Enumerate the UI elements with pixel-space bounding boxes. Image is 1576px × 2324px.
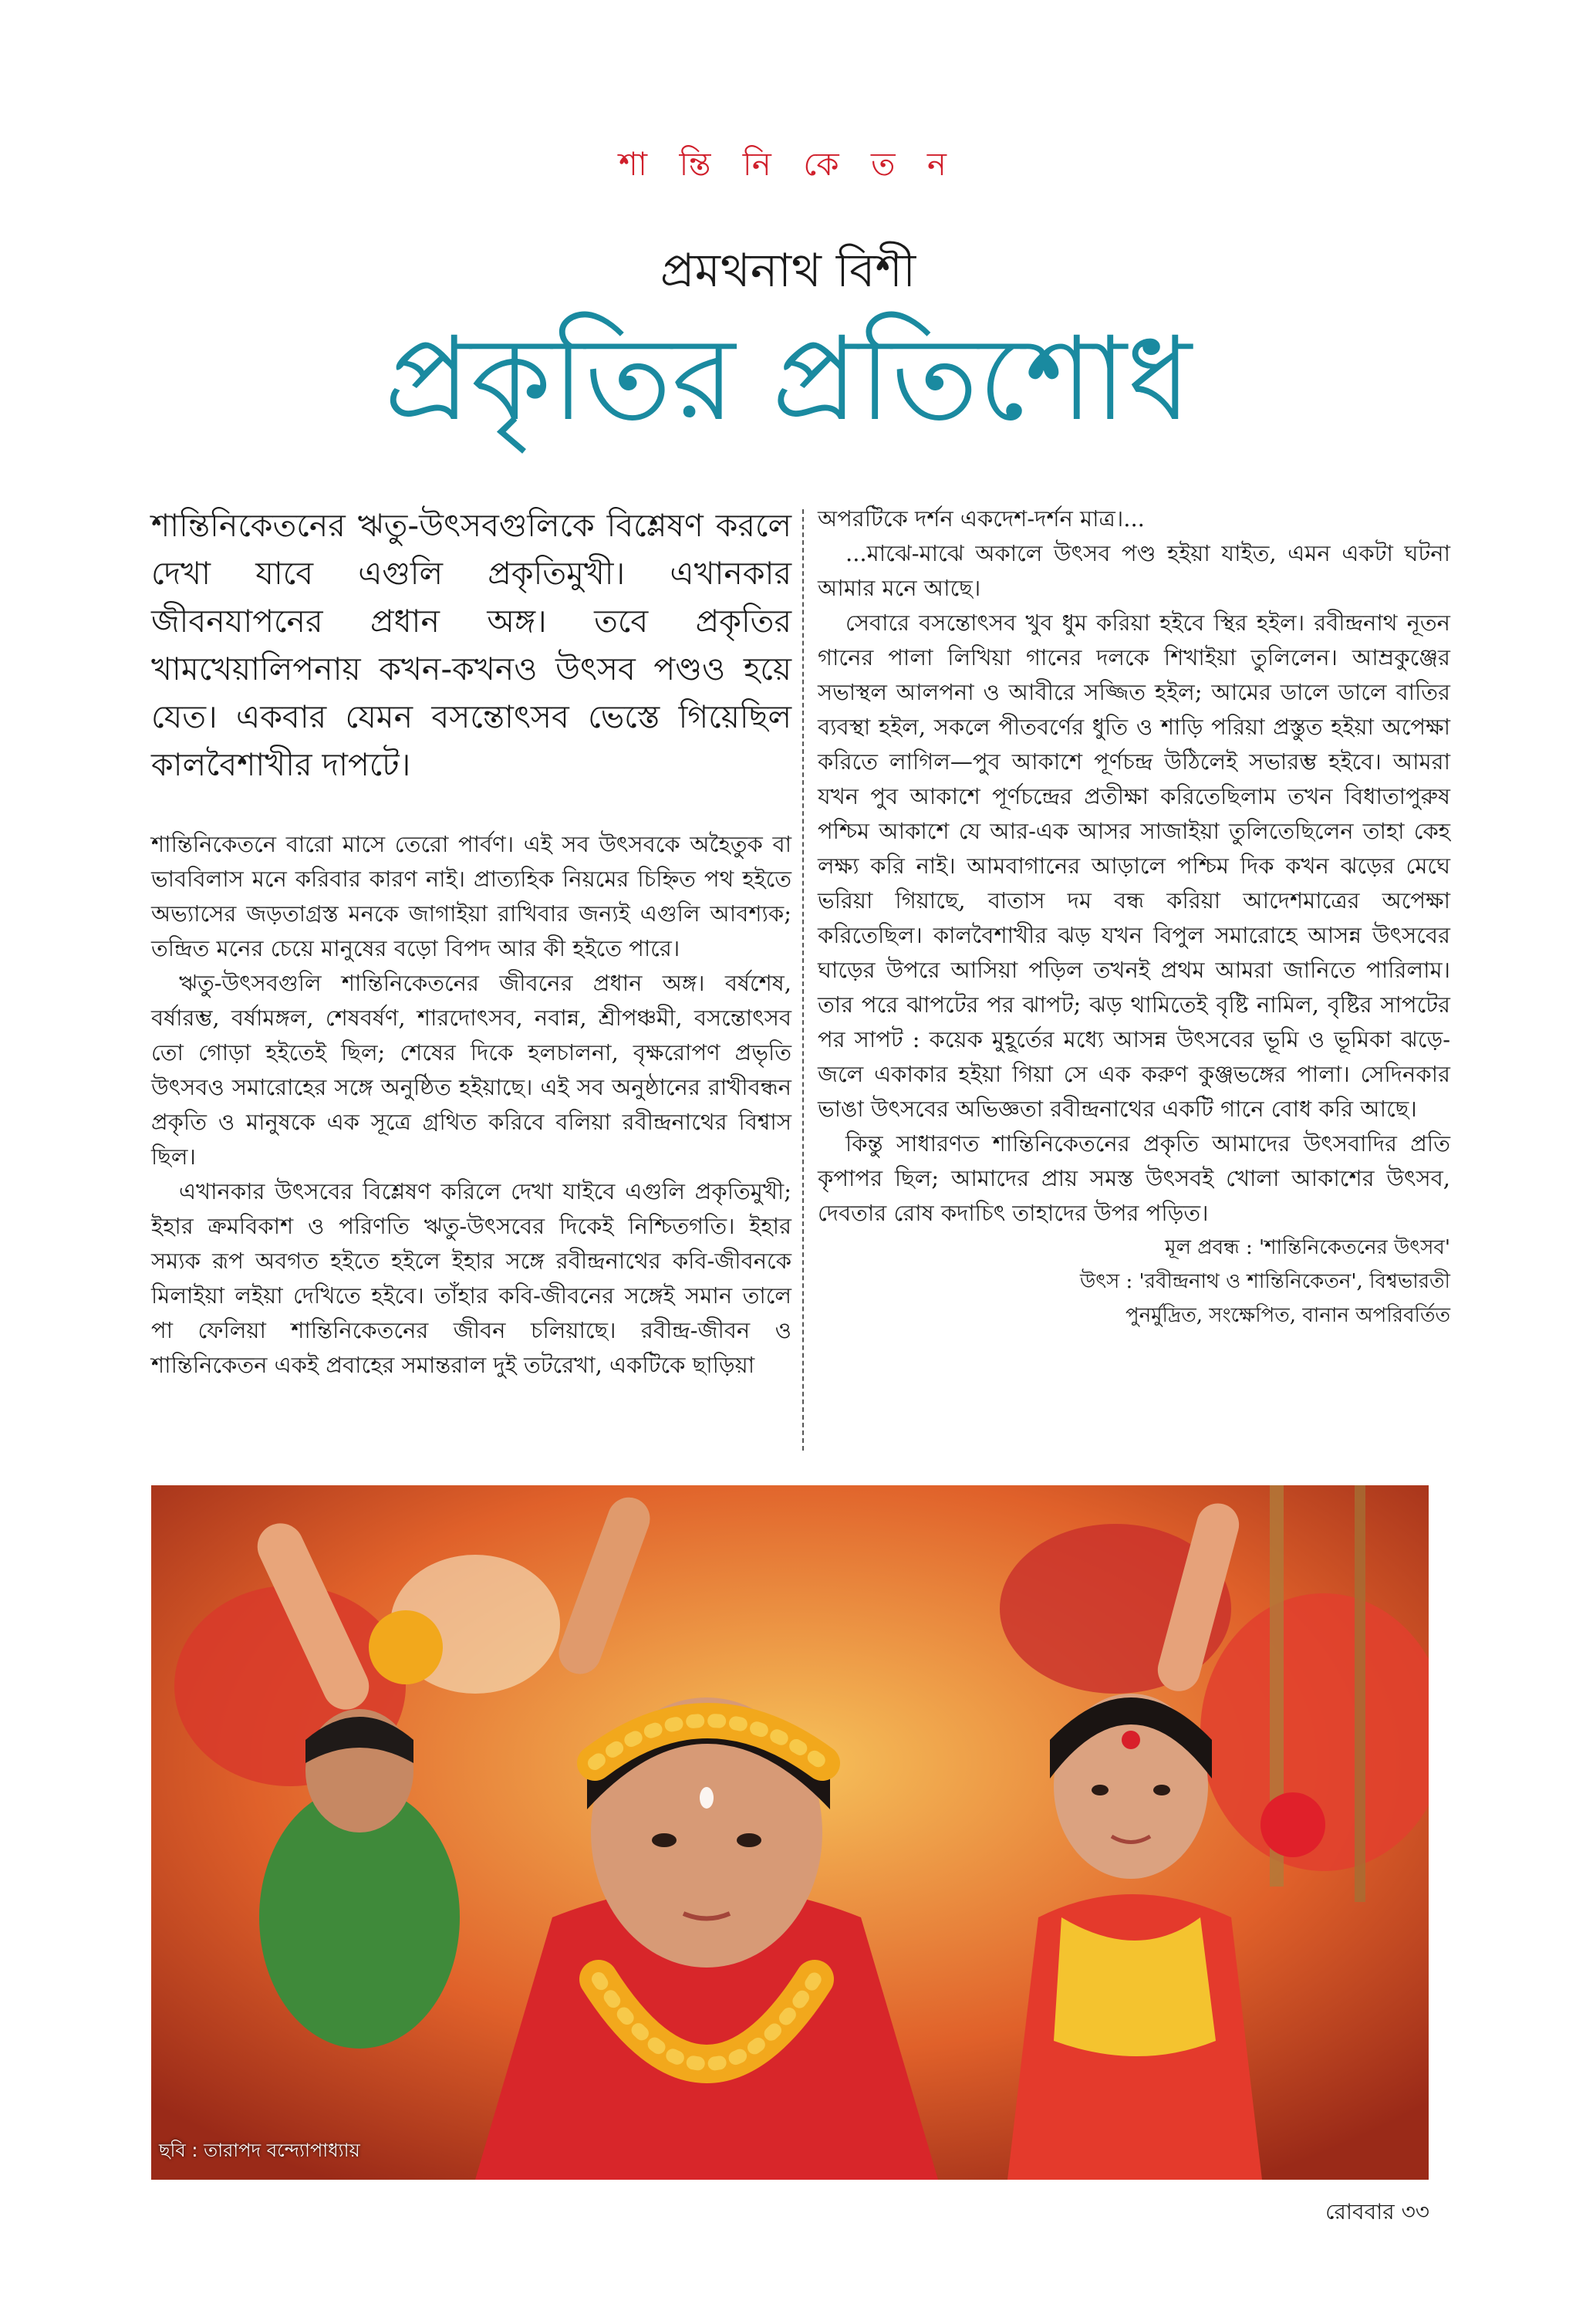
reprint-note: পুনর্মুদ্রিত, সংক্ষেপিত, বানান অপরিবর্তিত [1125, 1304, 1450, 1327]
right-column [818, 502, 1450, 1333]
page-footer: রোববার ৩৩ [1325, 2199, 1429, 2224]
body-paragraph: সেবারে বসন্তোৎসব খুব ধুম করিয়া হইবে স্থির হইল। রবীন্দ্রনাথ নূতন গানের পালা লিখিয়া গানের দলকে শিখাইয়া তুলিলেন। আম্রকুঞ্জের সভাস্থল আলপনা ও আবীরে সজ্জিত হইল; আমের ডালে ডালে বাতির ব্যবস্থা হইল, সকলে পীতবর্ণের ধুতি ও শাড়ি পরিয়া প্রস্তুত হইয়া অপেক্ষা করিতে লাগিল—পুব আকাশে পূর্ণচন্দ্র উঠিলেই সভারম্ভ হইবে। আমরা যখন পুব আকাশে পূর্ণচন্দ্রের প্রতীক্ষা করিতেছিলাম তখন বিধাতাপুরুষ পশ্চিম আকাশে যে আর-এক আসর সাজাইয়া তুলিতেছিলেন তাহা কেহ লক্ষ্য করি নাই। আমবাগানের আড়ালে পশ্চিম দিক কখন ঝড়ের মেঘে ভরিয়া গিয়াছে, বাতাস দম বন্ধ করিয়া আদেশমাত্রের অপেক্ষা করিতেছিল। কালবৈশাখীর ঝড় যখন বিপুল সমারোহে আসন্ন উৎসবের ঘাড়ের উপরে আসিয়া পড়িল তখনই প্রথম আমরা জানিতে পারিলাম। তার পরে ঝাপটের পর ঝাপট; ঝড় থামিতেই বৃষ্টি নামিল, বৃষ্টির সাপটের পর সাপট : কয়েক মুহূর্তের মধ্যে আসন্ন উৎসবের ভূমি ও ভূমিকা ঝড়ে-জলে একাকার হইয়া গিয়া সে এক করুণ কুঞ্জভঙ্গের পালা। সেদিনকার ভাঙা উৎসবের অভিজ্ঞতা রবীন্দ্রনাথের একটি গানে বোধ করি আছে। [818, 610, 1450, 1122]
body-paragraph: শান্তিনিকেতনে বারো মাসে তেরো পার্বণ। এই সব উৎসবকে অহৈতুক বা ভাববিলাস মনে করিবার কারণ নাই। প্রাত্যহিক নিয়মের চিহ্নিত পথ হইতে অভ্যাসের জড়তাগ্রস্ত মনকে জাগাইয়া রাখিবার জন্যই এগুলি আবশ্যক; তন্দ্রিত মনের চেয়ে মানুষের বড়ো বিপদ আর কী হইতে পারে। [151, 831, 791, 961]
body-paragraph: কিন্তু সাধারণত শান্তিনিকেতনের প্রকৃতি আমাদের উৎসবাদির প্রতি কৃপাপর ছিল; আমাদের প্রায় সমস্ত উৎসবই খোলা আকাশের উৎসব, দেবতার রোষ কদাচিৎ তাহাদের উপর পড়িত। [818, 1130, 1450, 1226]
festival-photo [151, 1485, 1429, 2180]
left-column [151, 502, 791, 1383]
body-paragraph: এখানকার উৎসবের বিশ্লেষণ করিলে দেখা যাইবে এগুলি প্রকৃতিমুখী; ইহার ক্রমবিকাশ ও পরিণতি ঋতু-উৎসবের দিকেই নিশ্চিতগতি। ইহার সম্যক রূপ অবগত হইতে হইলে ইহার সঙ্গে রবীন্দ্রনাথের কবি-জীবনকে মিলাইয়া লইয়া দেখিতে হইবে। তাঁহার কবি-জীবনের সঙ্গেই সমান তালে পা ফেলিয়া শান্তিনিকেতনের জীবন চলিয়াছে। রবীন্দ্র-জীবন ও শান্তিনিকেতন একই প্রবাহের সমান্তরাল দুই তটরেখা, একটিকে ছাড়িয়া [151, 1178, 791, 1378]
photo-credit: ছবি : তারাপদ বন্দ্যোপাধ্যায় [159, 2140, 360, 2161]
source-book-credit: উৎস : 'রবীন্দ্রনাথ ও শান্তিনিকেতন', বিশ্বভারতী [1079, 1270, 1450, 1293]
body-paragraph: অপরটিকে দর্শন একদেশ-দর্শন মাত্র।... [818, 505, 1145, 532]
photo-illustration [151, 1485, 1429, 2180]
article-title: প্রকৃতির প্রতিশোধ [384, 312, 1192, 447]
body-paragraph: ঋতু-উৎসবগুলি শান্তিনিকেতনের জীবনের প্রধান অঙ্গ। বর্ষশেষ, বর্ষারম্ভ, বর্ষামঙ্গল, শেষবর্ষণ, শারদোৎসব, নবান্ন, শ্রীপঞ্চমী, বসন্তোৎসব তো গোড়া হইতেই ছিল; শেষের দিকে হলচালনা, বৃক্ষরোপণ প্রভৃতি উৎসবও সমারোহের সঙ্গে অনুষ্ঠিত হইয়াছে। এই সব অনুষ্ঠানের রাখীবন্ধন প্রকৃতি ও মানুষকে এক সূত্রে গ্রথিত করিবে বলিয়া রবীন্দ্রনাথের বিশ্বাস ছিল। [151, 970, 791, 1170]
column-divider [802, 509, 804, 1451]
author-name: প্রমথনাথ বিশী [660, 244, 916, 298]
source-essay-credit: মূল প্রবন্ধ : 'শান্তিনিকেতনের উৎসব' [1165, 1236, 1450, 1259]
body-paragraph: ...মাঝে-মাঝে অকালে উৎসব পণ্ড হইয়া যাইত, এমন একটা ঘটনা আমার মনে আছে। [818, 540, 1450, 601]
intro-paragraph: শান্তিনিকেতনের ঋতু-উৎসবগুলিকে বিশ্লেষণ করলে দেখা যাবে এগুলি প্রকৃতিমুখী। এখানকার জীবনযাপনের প্রধান অঙ্গ। তবে প্রকৃতির খামখেয়ালিপনায় কখন-কখনও উৎসব পণ্ডও হয়ে যেত। একবার যেমন বসন্তোৎসব ভেস্তে গিয়েছিল কালবৈশাখীর দাপটে। [151, 507, 791, 783]
section-tag: শা ন্তি নি কে ত ন [619, 145, 957, 183]
